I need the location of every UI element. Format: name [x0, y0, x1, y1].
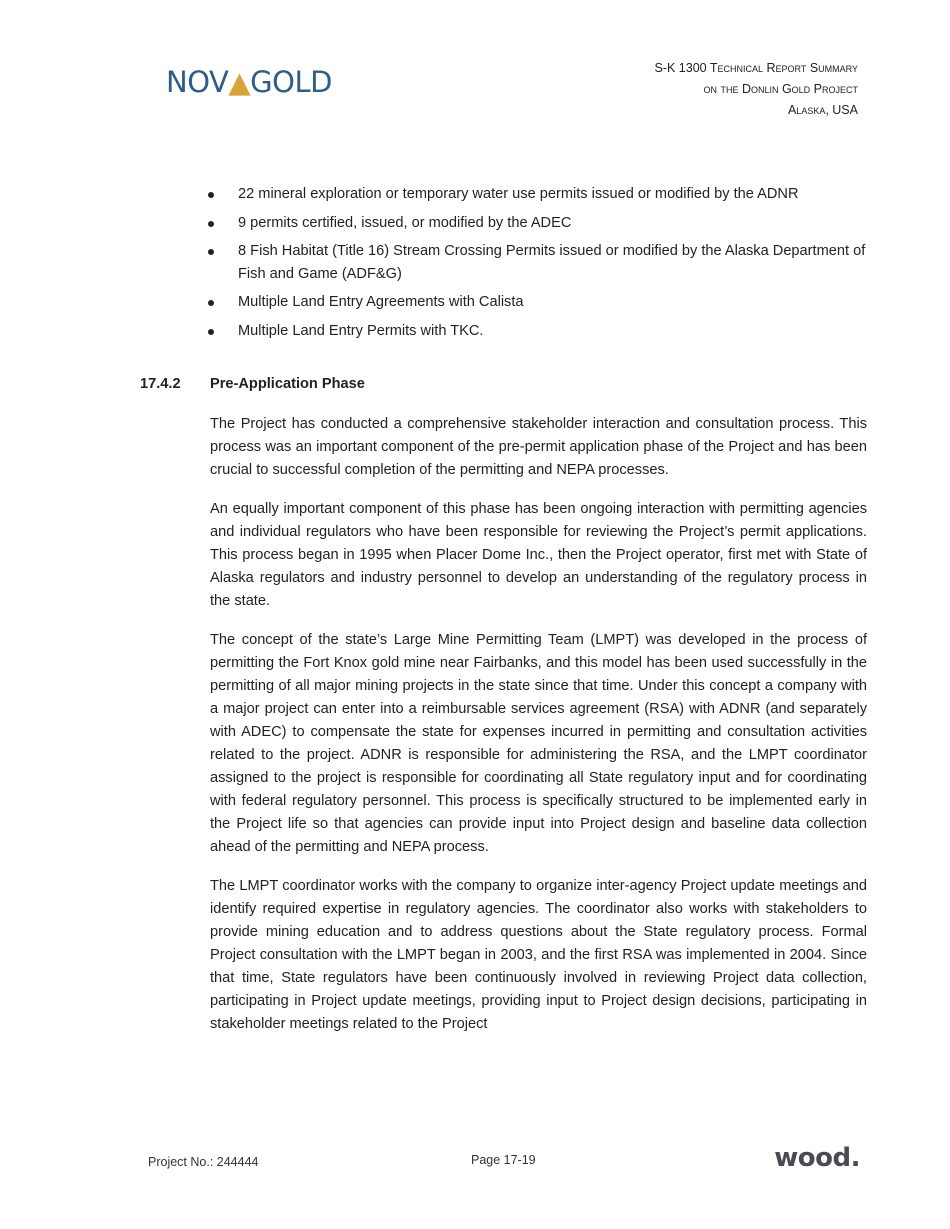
paragraph: The concept of the state’s Large Mine Permitting Team (LMPT) was developed in the process of permitting the Fort Knox gold mine near Fairbanks, and this model has been used successfully in the permitting of all major mining projects in the state since that time. Under this concept a company with a major project can enter into a reimbursable services agreement (RSA) with ADNR (and separately with ADEC) to compensate the state for expenses incurred in permitting and consultation activities related to the project. ADNR is responsible for administering the RSA, and the LMPT coordinator assigned to the project is responsible for coordinating all State regulatory input and for coordinating with federal regulatory personnel. This process is specifically structured to be implemented early in the Project life so that agencies can provide input into Project design and baseline data collection ahead of the permitting and NEPA process.: [210, 632, 867, 855]
header-line-3: Alaska, USA: [787, 103, 858, 117]
permit-bullet-list: [204, 183, 884, 348]
list-item: 8 Fish Habitat (Title 16) Stream Crossing Permits issued or modified by the Alaska Department of Fish and Game (ADF&G): [204, 240, 884, 285]
header-line-1: S-K 1300 Technical Report Summary: [654, 61, 858, 75]
wood-logo: wood.: [774, 1143, 860, 1173]
section-title: Pre-Application Phase: [210, 376, 365, 392]
section-number: 17.4.2: [140, 376, 181, 392]
bullet-icon: [208, 221, 214, 227]
section-heading: [140, 373, 365, 395]
header-line-2: on the Donlin Gold Project: [703, 82, 858, 96]
paragraph: The LMPT coordinator works with the company to organize inter-agency Project update meetings and identify required expertise in regulatory agencies. The coordinator also works with stakeholders to provide mining education and to address questions about the State regulatory process. Formal Project consultation with the LMPT began in 2003, and the first RSA was implemented in 2004. Since that time, State regulators have been continuously involved in reviewing Project data collection, participating in Project update meetings, providing input to Project design decisions, participating in stakeholder meetings related to the Project: [210, 878, 867, 1032]
section-body: [210, 413, 867, 1052]
paragraph: The Project has conducted a comprehensive stakeholder interaction and consultation process. This process was an important component of the pre-permit application phase of the Project and has been crucial to successful completion of the permitting and NEPA processes.: [210, 416, 867, 478]
novagold-logo: NOV▲GOLD: [166, 65, 332, 99]
report-title-header: [655, 58, 859, 121]
logo-triangle-icon: ▲: [228, 65, 251, 99]
list-item: 22 mineral exploration or temporary water use permits issued or modified by the ADNR: [204, 183, 884, 206]
paragraph: An equally important component of this phase has been ongoing interaction with permitting agencies and individual regulators who have been responsible for reviewing the Project’s permit applications. This process began in 1995 when Placer Dome Inc., then the Project operator, first met with State of Alaska regulators and industry personnel to develop an understanding of the regulatory process in the state.: [210, 501, 867, 609]
bullet-icon: [208, 329, 214, 335]
list-item: Multiple Land Entry Permits with TKC.: [204, 320, 884, 343]
bullet-icon: [208, 300, 214, 306]
list-item: 9 permits certified, issued, or modified by the ADEC: [204, 212, 884, 235]
list-item: Multiple Land Entry Agreements with Calista: [204, 291, 884, 314]
bullet-icon: [208, 249, 214, 255]
page-number: Page 17-19: [471, 1153, 536, 1167]
bullet-icon: [208, 192, 214, 198]
project-number: Project No.: 244444: [148, 1155, 259, 1169]
